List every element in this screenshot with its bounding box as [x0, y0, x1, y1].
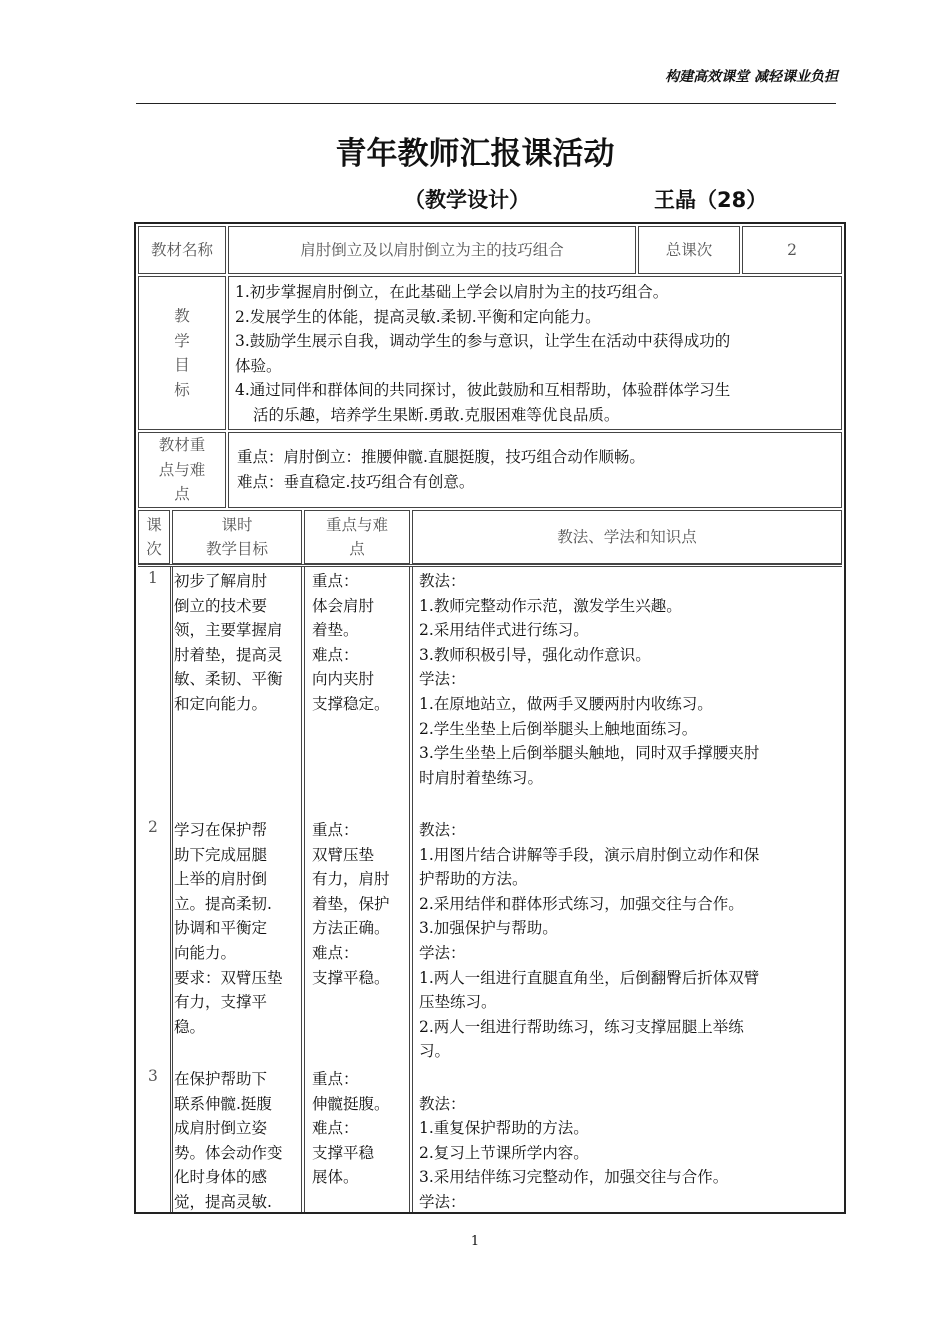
text-line: 展体。 — [312, 1168, 359, 1187]
text-line: 有力，肩肘 — [312, 870, 390, 889]
text-line: 难点： — [312, 943, 359, 962]
lesson-plan-table — [134, 222, 846, 1214]
text-line: 压垫练习。 — [419, 993, 497, 1012]
text-line: 支撑平稳。 — [312, 968, 390, 987]
material-value: 肩肘倒立及以肩肘倒立为主的技巧组合 — [300, 240, 564, 259]
text-line: 成肩肘倒立姿 — [174, 1119, 268, 1138]
text-line: 支撑平稳 — [312, 1143, 375, 1162]
page-title: 青年教师汇报课活动 — [335, 136, 615, 172]
lesson-key — [312, 818, 410, 990]
lesson-number: 2 — [148, 818, 158, 836]
text-line: 支撑稳定。 — [312, 694, 390, 713]
header-text: 教学目标 — [205, 540, 268, 558]
text-line: 2.学生坐垫上后倒举腿头上触地面练习。 — [419, 719, 698, 738]
text-line: 初步了解肩肘 — [174, 572, 268, 590]
header-key-points — [304, 510, 410, 564]
text-line: 时肩肘着垫练习。 — [419, 768, 544, 787]
text-line: 上举的肩肘倒 — [174, 870, 268, 889]
lesson-goal — [174, 818, 302, 1039]
text-line: 2.采用结伴和群体形式练习，加强交往与合作。 — [419, 894, 744, 913]
keypoints-label-line: 教材重 — [158, 436, 206, 455]
text-line: 教法： — [419, 572, 466, 590]
text-line: 联系伸髋.挺腹 — [174, 1094, 272, 1113]
keypoints-label-line: 点 — [174, 485, 190, 504]
goals-label-char: 目 — [174, 356, 190, 374]
text-line: 教法： — [419, 821, 466, 839]
keypoint-item: 难点：垂直稳定.技巧组合有创意。 — [237, 472, 475, 491]
goals-label-cell — [138, 276, 226, 430]
material-value-cell — [228, 226, 636, 274]
lesson-methods — [419, 818, 841, 1064]
column-divider — [172, 566, 173, 1214]
text-line: 3.教师积极引导，强化动作意识。 — [419, 645, 651, 664]
text-line: 1.两人一组进行直腿直角坐，后倒翻臀后折体双臂 — [419, 968, 760, 987]
goals-label-char: 标 — [174, 380, 190, 399]
keypoint-item: 重点：肩肘倒立：推腰伸髋.直腿挺腹，技巧组合动作顺畅。 — [237, 448, 645, 466]
material-label: 教材名称 — [150, 240, 213, 259]
text-line: 2.采用结伴式进行练习。 — [419, 621, 589, 640]
text-line: 助下完成屈腿 — [174, 845, 268, 864]
goals-content-cell — [228, 276, 842, 430]
header-methods — [412, 510, 842, 564]
text-line: 有力，支撑平 — [174, 993, 268, 1012]
text-line: 学法： — [419, 1192, 466, 1211]
lesson-key — [312, 569, 410, 717]
text-line: 重点： — [312, 1070, 359, 1088]
text-line: 稳。 — [174, 1017, 206, 1036]
text-line: 势。体会动作变 — [174, 1143, 283, 1162]
goal-item: 体验。 — [235, 356, 282, 375]
text-line: 方法正确。 — [312, 919, 390, 938]
subtitle-author: 王晶（28） — [654, 188, 768, 212]
text-line: 化时身体的感 — [174, 1168, 268, 1187]
header-text: 课时 — [221, 515, 253, 534]
header-lesson-goal — [172, 510, 302, 564]
material-label-cell — [138, 226, 226, 274]
lesson-number: 3 — [148, 1067, 158, 1085]
text-line: 重点： — [312, 821, 359, 839]
text-line: 着垫。 — [312, 621, 359, 640]
lesson-goal — [174, 569, 302, 717]
text-line — [419, 1067, 841, 1092]
row-divider — [138, 566, 842, 567]
header-slogan: 构建高效课堂 减轻课业负担 — [665, 69, 838, 85]
text-line: 1.教师完整动作示范，激发学生兴趣。 — [419, 596, 682, 615]
text-line: 敏、柔韧、平衡 — [174, 670, 283, 689]
goal-item: 3.鼓励学生展示自我，调动学生的参与意识，让学生在活动中获得成功的 — [235, 332, 731, 350]
text-line: 1.重复保护帮助的方法。 — [419, 1119, 589, 1138]
text-line: 倒立的技术要 — [174, 596, 268, 615]
header-text: 次 — [146, 540, 162, 558]
text-line: 学法： — [419, 670, 466, 689]
column-divider — [170, 566, 171, 1214]
text-line: 肘着垫，提高灵 — [174, 645, 283, 664]
goals-label-char: 教 — [174, 307, 190, 325]
text-line: 向内夹肘 — [312, 670, 375, 689]
text-line: 要求：双臂压垫 — [174, 968, 283, 987]
goal-item: 活的乐趣，培养学生果断.勇敢.克服困难等优良品质。 — [253, 405, 620, 424]
total-label-cell — [638, 226, 740, 274]
lesson-key — [312, 1067, 410, 1190]
header-text: 点 — [349, 540, 365, 558]
lesson-methods — [419, 569, 841, 790]
column-divider — [304, 566, 305, 1214]
text-line: 3.加强保护与帮助。 — [419, 919, 558, 938]
subtitle-design: （教学设计） — [404, 188, 530, 212]
text-line: 在保护帮助下 — [174, 1070, 268, 1088]
text-line: 2.两人一组进行帮助练习，练习支撑屈腿上举练 — [419, 1017, 744, 1036]
text-line: 教法： — [419, 1094, 466, 1113]
header-text: 重点与难 — [325, 515, 388, 534]
total-value: 2 — [787, 240, 797, 259]
goal-item: 1.初步掌握肩肘倒立，在此基础上学会以肩肘为主的技巧组合。 — [235, 283, 669, 301]
row-divider — [138, 564, 842, 565]
total-label: 总课次 — [665, 240, 713, 259]
text-line: 协调和平衡定 — [174, 919, 268, 938]
text-line: 领，主要掌握肩 — [174, 621, 283, 640]
page-number: 1 — [470, 1234, 480, 1249]
text-line: 难点： — [312, 645, 359, 664]
text-line: 学习在保护帮 — [174, 821, 268, 839]
total-value-cell — [742, 226, 842, 274]
keypoints-content-cell — [228, 432, 842, 508]
text-line: 觉，提高灵敏. — [174, 1192, 272, 1211]
text-line: 和定向能力。 — [174, 694, 268, 713]
lesson-goal — [174, 1067, 302, 1214]
text-line: 护帮助的方法。 — [419, 870, 528, 889]
text-line: 1.用图片结合讲解等手段，演示肩肘倒立动作和保 — [419, 845, 760, 864]
text-line: 3.学生坐垫上后倒举腿头触地，同时双手撑腰夹肘 — [419, 744, 760, 763]
goal-item: 4.通过同伴和群体间的共同探讨，彼此鼓励和互相帮助，体验群体学习生 — [235, 381, 731, 399]
column-divider — [412, 566, 413, 1214]
text-line: 2.复习上节课所学内容。 — [419, 1143, 589, 1162]
header-text: 教法、学法和知识点 — [557, 527, 697, 546]
text-line: 向能力。 — [174, 943, 237, 962]
lesson-number: 1 — [148, 569, 158, 587]
header-rule — [136, 103, 836, 104]
text-line: 立。提高柔韧. — [174, 894, 272, 913]
text-line: 难点： — [312, 1119, 359, 1138]
header-lesson-num — [138, 510, 170, 564]
keypoints-label-line: 点与难 — [158, 460, 206, 479]
text-line: 双臂压垫 — [312, 845, 375, 864]
text-line: 伸髋挺腹。 — [312, 1094, 390, 1113]
text-line: 1.在原地站立，做两手叉腰两肘内收练习。 — [419, 694, 713, 713]
goals-label-char: 学 — [174, 331, 190, 350]
text-line: 学法： — [419, 943, 466, 962]
text-line: 3.采用结伴练习完整动作，加强交往与合作。 — [419, 1168, 729, 1187]
header-text: 课 — [146, 515, 162, 534]
goal-item: 2.发展学生的体能，提高灵敏.柔韧.平衡和定向能力。 — [235, 307, 601, 326]
lesson-methods — [419, 1067, 841, 1214]
text-line: 重点： — [312, 572, 359, 590]
text-line: 体会肩肘 — [312, 596, 375, 615]
text-line: 着垫，保护 — [312, 894, 390, 913]
keypoints-label-cell — [138, 432, 226, 508]
text-line: 习。 — [419, 1042, 451, 1061]
